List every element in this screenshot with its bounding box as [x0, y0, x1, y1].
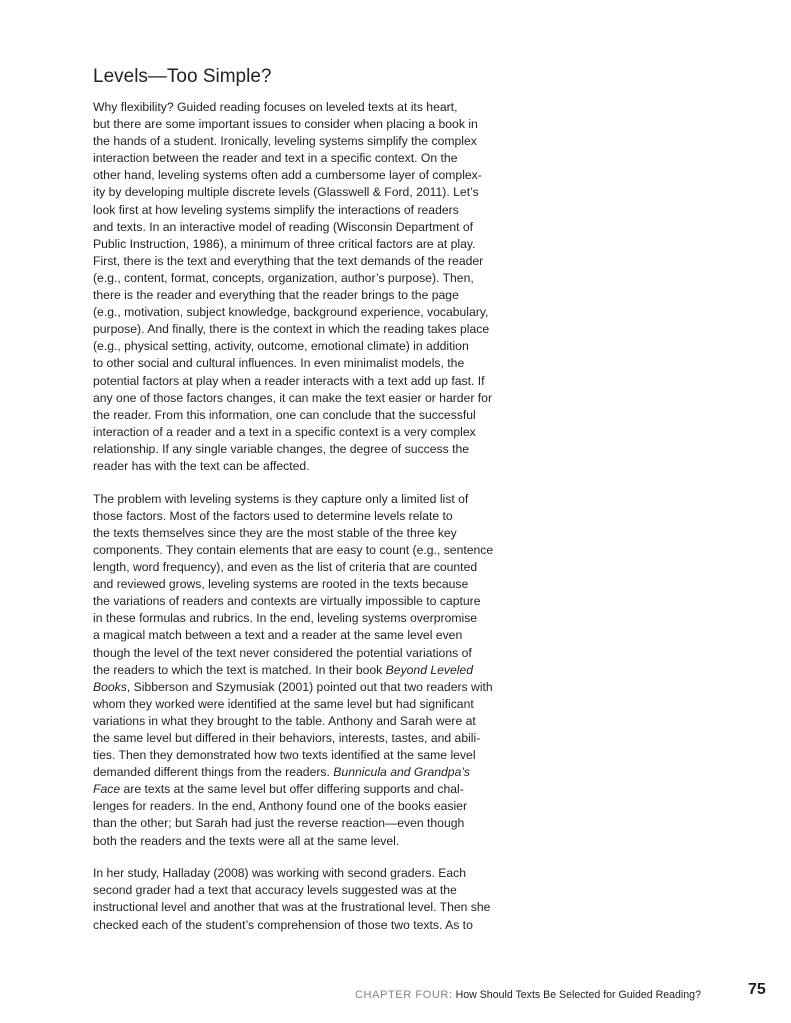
text-line [93, 304, 533, 321]
text-line [93, 253, 533, 270]
text-line [93, 167, 533, 184]
text-segment: the variations of readers and contexts are virtually impossible to capture [93, 594, 481, 609]
page-number: 75 [748, 981, 766, 998]
text-line [93, 865, 533, 882]
text-segment: to other social and cultural influences. In even minimalist models, the [93, 356, 465, 371]
text-line [93, 441, 533, 458]
paragraph [93, 99, 533, 475]
chapter-label: CHAPTER FOUR: [355, 989, 453, 1001]
text-segment: Why flexibility? Guided reading focuses on leveled texts at its heart, [93, 100, 458, 114]
text-segment: First, there is the text and everything that the text demands of the reader [93, 253, 484, 268]
text-line [93, 593, 533, 610]
text-line [93, 373, 533, 390]
text-segment: interaction between the reader and text in a specific context. On the [93, 151, 458, 166]
text-segment: in these formulas and rubrics. In the end, leveling systems overpromise [93, 611, 478, 626]
text-line [93, 287, 533, 304]
text-segment: are texts at the same level but offer differing supports and chal- [120, 782, 464, 797]
text-segment: the reader. From this information, one can conclude that the successful [93, 407, 476, 422]
text-segment: those factors. Most of the factors used to determine levels relate to [93, 508, 453, 523]
text-line [93, 184, 533, 201]
text-segment: In her study, Halladay (2008) was working with second graders. Each [93, 866, 467, 881]
text-line [93, 882, 533, 899]
section-heading: Levels—Too Simple? [93, 66, 272, 87]
text-segment: instructional level and another that was at the frustrational level. Then she [93, 900, 491, 915]
text-segment: second grader had a text that accuracy levels suggested was at the [93, 883, 457, 898]
text-line [93, 407, 533, 424]
text-segment: The problem with leveling systems is they capture only a limited list of [93, 491, 469, 506]
text-segment: the hands of a student. Ironically, leveling systems simplify the complex [93, 134, 477, 149]
text-line [93, 899, 533, 916]
text-segment: demanded different things from the readers. [93, 765, 334, 780]
text-segment: potential factors at play when a reader interacts with a text add up fast. If [93, 373, 485, 388]
text-line [93, 99, 533, 116]
text-segment: lenges for readers. In the end, Anthony found one of the books easier [93, 799, 468, 814]
text-line [93, 662, 533, 679]
text-segment: Public Instruction, 1986), a minimum of three critical factors are at play. [93, 236, 476, 251]
text-line [93, 424, 533, 441]
text-segment: (e.g., content, format, concepts, organization, author’s purpose). Then, [93, 270, 474, 285]
text-line [93, 150, 533, 167]
paragraph [93, 865, 533, 933]
text-line [93, 713, 533, 730]
text-segment: components. They contain elements that are easy to count (e.g., sentence [93, 542, 494, 557]
text-line [93, 236, 533, 253]
text-segment: (e.g., motivation, subject knowledge, background experience, vocabulary, [93, 305, 489, 320]
text-line [93, 645, 533, 662]
chapter-title: How Should Texts Be Selected for Guided Reading? [452, 989, 701, 1001]
text-line [93, 355, 533, 372]
text-segment: whom they worked were identified at the same level but had significant [93, 696, 474, 711]
text-line [93, 815, 533, 832]
text-line [93, 390, 533, 407]
text-segment: both the readers and the texts were all at the same level. [93, 833, 400, 848]
text-segment: but there are some important issues to consider when placing a book in [93, 117, 478, 132]
text-segment: and texts. In an interactive model of reading (Wisconsin Department of [93, 219, 474, 234]
text-segment: any one of those factors changes, it can make the text easier or harder for [93, 390, 493, 405]
text-segment: the same level but differed in their behaviors, interests, tastes, and abili- [93, 730, 481, 745]
text-line [93, 798, 533, 815]
text-segment: length, word frequency), and even as the list of criteria that are counted [93, 560, 478, 575]
text-line [93, 321, 533, 338]
text-line [93, 133, 533, 150]
text-segment: other hand, leveling systems often add a cumbersome layer of complex- [93, 168, 482, 183]
text-line [93, 696, 533, 713]
text-segment: than the other; but Sarah had just the reverse reaction—even though [93, 816, 465, 831]
text-segment: ity by developing multiple discrete levels (Glasswell & Ford, 2011). Let’s [93, 185, 479, 200]
book-title: Face [93, 782, 121, 797]
text-line [93, 491, 533, 508]
text-segment: though the level of the text never considered the potential variations of [93, 645, 472, 660]
text-line [93, 508, 533, 525]
text-segment: variations in what they brought to the table. Anthony and Sarah were at [93, 713, 476, 728]
text-line [93, 458, 533, 475]
text-segment: there is the reader and everything that the reader brings to the page [93, 288, 459, 303]
text-line [93, 764, 533, 781]
text-line [93, 338, 533, 355]
book-title: Books [93, 679, 127, 694]
text-line [93, 730, 533, 747]
text-segment: , Sibberson and Szymusiak (2001) pointed out that two readers with [126, 679, 493, 694]
text-line [93, 679, 533, 696]
book-title: Bunnicula and Grandpa’s [333, 765, 470, 780]
text-segment: checked each of the student’s comprehension of those two texts. As to [93, 917, 473, 932]
text-segment: (e.g., physical setting, activity, outcome, emotional climate) in addition [93, 339, 469, 354]
running-footer [355, 985, 730, 1003]
text-segment: a magical match between a text and a reader at the same level even [93, 628, 463, 643]
text-line [93, 627, 533, 644]
text-line [93, 270, 533, 287]
text-line [93, 576, 533, 593]
text-segment: relationship. If any single variable changes, the degree of success the [93, 441, 470, 456]
text-segment: the readers to which the text is matched. In their book [93, 662, 386, 677]
book-title: Beyond Leveled [385, 662, 474, 677]
text-segment: and reviewed grows, leveling systems are rooted in the texts because [93, 577, 469, 592]
text-segment: interaction of a reader and a text in a specific context is a very complex [93, 424, 476, 439]
text-segment: reader has with the text can be affected. [93, 458, 310, 473]
text-line [93, 525, 533, 542]
text-segment: ties. Then they demonstrated how two texts identified at the same level [93, 748, 476, 763]
paragraph [93, 491, 533, 850]
text-line [93, 559, 533, 576]
body-text [93, 99, 533, 949]
text-line [93, 747, 533, 764]
text-segment: the texts themselves since they are the most stable of the three key [93, 525, 457, 540]
text-line [93, 116, 533, 133]
text-line [93, 610, 533, 627]
text-segment: purpose). And finally, there is the context in which the reading takes place [93, 322, 490, 337]
text-line [93, 917, 533, 934]
text-line [93, 542, 533, 559]
text-line [93, 833, 533, 850]
text-segment: look first at how leveling systems simplify the interactions of readers [93, 202, 459, 217]
text-line [93, 781, 533, 798]
text-line [93, 202, 533, 219]
text-line [93, 219, 533, 236]
